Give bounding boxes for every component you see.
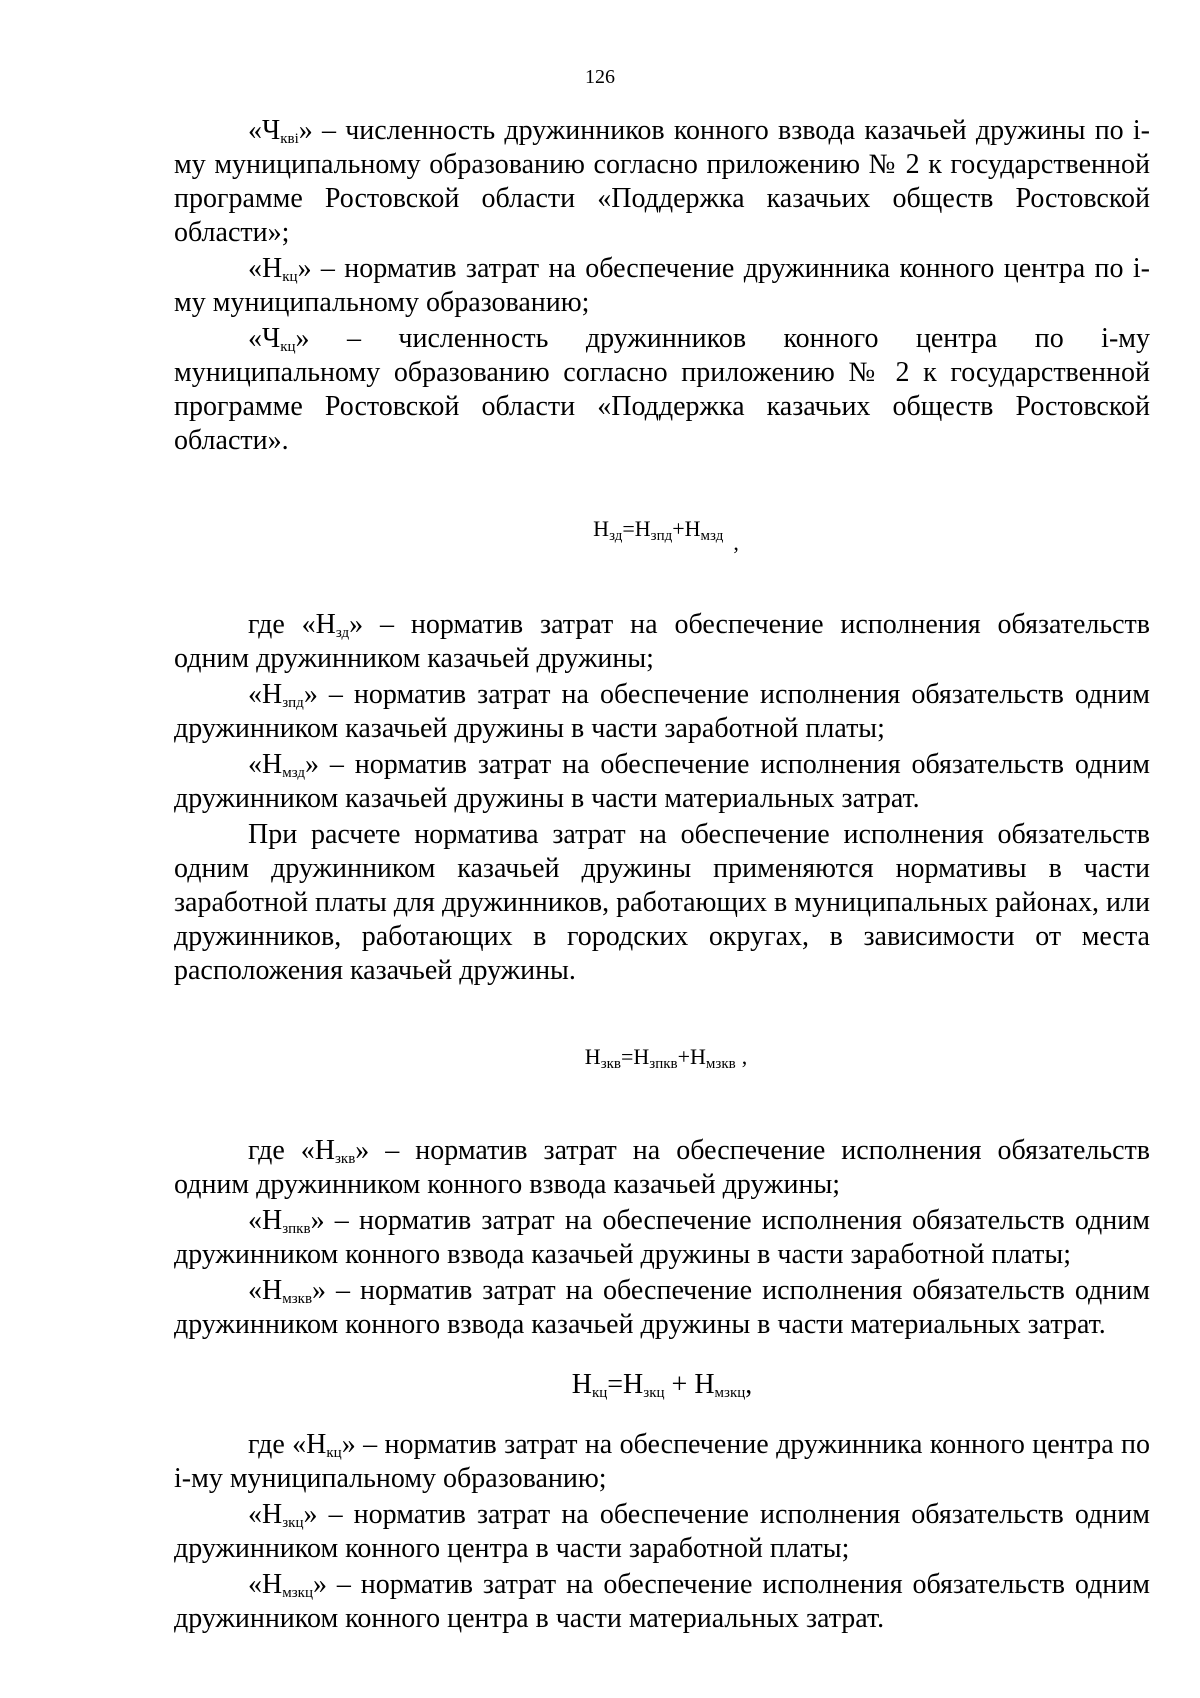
term-prefix: «Н <box>248 1275 283 1306</box>
formula-nzkv: $Н_{зкв}=Н_{зпкв}+Н_{мзкв}$ , <box>584 1044 748 1072</box>
term-prefix: «Н <box>248 1569 283 1600</box>
term-prefix: «Ч <box>248 323 281 354</box>
definition-paragraph <box>174 322 1150 458</box>
definition-paragraph <box>174 748 1150 816</box>
term-subscript: зд <box>335 625 350 641</box>
term-subscript: мзд <box>282 765 306 781</box>
term-prefix: «Н <box>248 749 283 780</box>
definition-text: » – норматив затрат на обеспечение исполнения обязательств одним дружинником конного взвода казачьей дружины; <box>174 1135 1150 1200</box>
term-subscript: кц <box>326 1445 342 1461</box>
definition-text: » – норматив затрат на обеспечение исполнения обязательств одним дружинником казачьей дружины; <box>174 609 1150 674</box>
term-subscript: кц <box>280 339 296 355</box>
term-subscript: кві <box>280 131 299 147</box>
definition-text: » – норматив затрат на обеспечение исполнения обязательств одним дружинником конного центра в части заработной платы; <box>174 1499 1150 1564</box>
definition-text: » – норматив затрат на обеспечение исполнения обязательств одним дружинником конного взвода казачьей дружины в части материальных затрат. <box>174 1275 1150 1340</box>
formula-nzd: $Н_{зд}=Н_{зпд}+Н_{мзд}$ , <box>593 516 739 555</box>
term-prefix: «Н <box>248 253 283 284</box>
term-subscript: зпкв <box>282 1221 311 1237</box>
term-subscript: зкв <box>334 1151 356 1167</box>
body-paragraph: При расчете норматива затрат на обеспечение исполнения обязательств одним дружинником казачьей дружины применяются нормативы в части заработной платы для дружинников, работающих в муниципальных районах, или дружинников, работающих в городских округах, в зависимости от места расположения казачьей дружины. <box>174 819 1150 986</box>
term-subscript: зкц <box>282 1515 304 1531</box>
definition-paragraph <box>174 1568 1150 1636</box>
definition-paragraph <box>174 1274 1150 1342</box>
definition-paragraph <box>174 252 1150 320</box>
term-prefix: «Н <box>248 679 283 710</box>
term-prefix: где «Н <box>248 609 336 640</box>
definition-text: » – норматив затрат на обеспечение исполнения обязательств одним дружинником конного центра в части материальных затрат. <box>174 1569 1150 1634</box>
definition-paragraph <box>174 1498 1150 1566</box>
document-body <box>174 114 1150 1636</box>
term-prefix: где «Н <box>248 1135 335 1166</box>
definition-text: » – норматив затрат на обеспечение исполнения обязательств одним дружинником конного взвода казачьей дружины в части заработной платы; <box>174 1205 1150 1270</box>
term-subscript: кц <box>282 269 298 285</box>
definition-text: » – норматив затрат на обеспечение дружинника конного центра по i-му муниципальному образованию; <box>174 1429 1151 1494</box>
definition-text: » – норматив затрат на обеспечение дружинника конного центра по i-му муниципальному образованию; <box>174 253 1150 318</box>
term-prefix: «Н <box>248 1205 283 1236</box>
definition-text: » – численность дружинников конного центра по i-му муниципальному образованию согласно приложению № 2 к государственной программе Ростовской области «Поддержка казачьих обществ Ростовской области». <box>174 323 1150 456</box>
definition-paragraph <box>174 678 1150 746</box>
definition-text: » – численность дружинников конного взвода казачьей дружины по i-му муниципальному образованию согласно приложению № 2 к государственной программе Ростовской области «Поддержка казачьих обществ Ростовской области»; <box>174 115 1150 248</box>
formula-nkc: $Н_{кц}=Н_{зкц} + Н_{мзкц}$, <box>571 1369 753 1401</box>
term-subscript: мзкц <box>282 1585 313 1601</box>
definition-paragraph <box>174 1428 1150 1496</box>
term-prefix: «Н <box>248 1499 283 1530</box>
page-number: 126 <box>585 66 615 88</box>
definition-text: » – норматив затрат на обеспечение исполнения обязательств одним дружинником казачьей дружины в части материальных затрат. <box>174 749 1150 814</box>
definition-text: » – норматив затрат на обеспечение исполнения обязательств одним дружинником казачьей дружины в части заработной платы; <box>174 679 1150 744</box>
definition-paragraph <box>174 608 1150 676</box>
term-prefix: «Ч <box>248 115 281 146</box>
term-prefix: где «Н <box>248 1429 327 1460</box>
definition-paragraph <box>174 114 1150 250</box>
term-subscript: мзкв <box>282 1291 313 1307</box>
definition-paragraph <box>174 1204 1150 1272</box>
term-subscript: зпд <box>282 695 304 711</box>
definition-paragraph <box>174 1134 1150 1202</box>
